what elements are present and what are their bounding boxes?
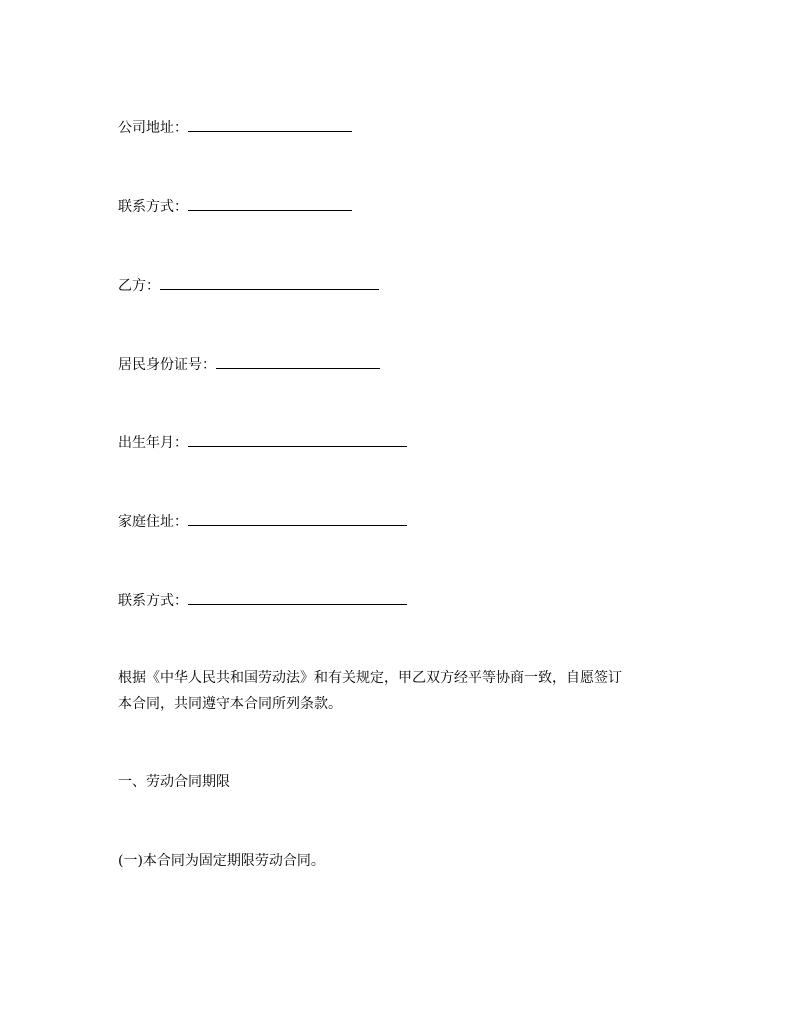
intro-line-2: 本合同，共同遵守本合同所列条款。 — [118, 696, 342, 712]
birth-date-row — [118, 434, 407, 452]
birth-date-blank[interactable] — [188, 434, 407, 447]
party-b-row — [118, 277, 379, 295]
id-number-blank[interactable] — [216, 356, 380, 369]
party-b-label: 乙方： — [118, 278, 160, 294]
birth-date-label: 出生年月： — [118, 435, 188, 451]
company-contact-blank[interactable] — [188, 198, 352, 211]
home-address-label: 家庭住址： — [118, 514, 188, 530]
party-b-contact-blank[interactable] — [188, 592, 407, 605]
party-b-contact-label: 联系方式： — [118, 593, 188, 609]
id-number-row — [118, 356, 380, 374]
term-item-1: (一)本合同为固定期限劳动合同。 — [118, 853, 325, 869]
company-address-blank[interactable] — [188, 119, 352, 132]
home-address-blank[interactable] — [188, 513, 407, 526]
company-contact-row — [118, 198, 352, 216]
home-address-row — [118, 513, 407, 531]
party-b-contact-row — [118, 592, 407, 610]
term-heading: 一、劳动合同期限 — [118, 774, 230, 790]
intro-line-1: 根据《中华人民共和国劳动法》和有关规定，甲乙双方经平等协商一致，自愿签订 — [118, 670, 622, 686]
id-number-label: 居民身份证号： — [118, 357, 216, 373]
company-address-label: 公司地址： — [118, 120, 188, 136]
intro-paragraph — [118, 665, 688, 717]
company-address-row — [118, 119, 352, 137]
party-b-blank[interactable] — [160, 277, 379, 290]
company-contact-label: 联系方式： — [118, 199, 188, 215]
